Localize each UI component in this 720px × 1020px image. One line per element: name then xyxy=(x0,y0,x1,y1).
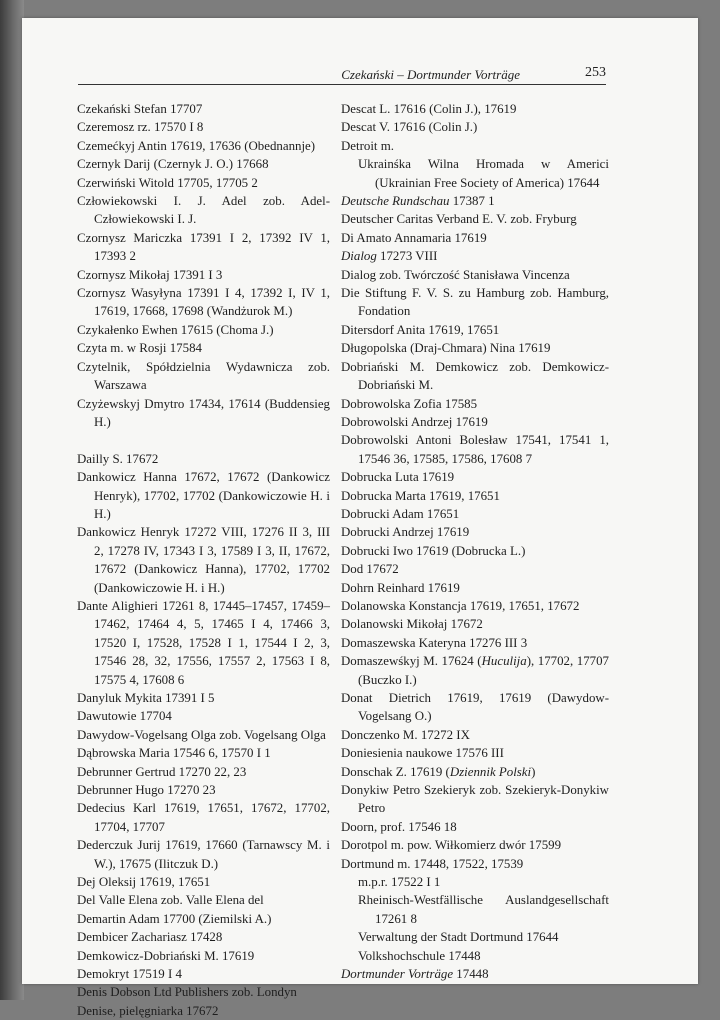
index-entry: Dawutowie 17704 xyxy=(77,709,172,724)
index-entry: Długopolska (Draj-Chmara) Nina 17619 xyxy=(341,341,551,356)
index-entry: Donschak Z. 17619 (Dziennik Polski) xyxy=(341,764,536,779)
index-entry: Czerwiński Witold 17705, 17705 2 xyxy=(77,175,258,190)
index-entry: Dedecius Karl 17619, 17651, 17672, 17702, 17704, 17707 xyxy=(77,801,330,834)
index-entry: Dialog zob. Twórczość Stanisława Vincenza xyxy=(341,267,570,282)
index-entry: Dobrowolski Antoni Bolesław 17541, 17541 1, 17546 36, 17585, 17586, 17608 7 xyxy=(341,433,609,466)
index-entry: Dortmunder Vorträge 17448 xyxy=(341,967,489,982)
index-entry: Volkshochschule 17448 xyxy=(358,948,481,963)
index-entry: Domaszewska Kateryna 17276 III 3 xyxy=(341,635,528,650)
index-entry: Dej Olеksij 17619, 17651 xyxy=(77,875,211,890)
index-entry: Czemećkyj Antin 17619, 17636 (Obednannje) xyxy=(77,138,316,153)
index-entry: Dankowicz Henryk 17272 VIII, 17276 II 3, III 2, 17278 IV, 17343 I 3, 17589 I 3, II, 17672, 17672 (Dankowicz Hanna), 17702, 17702 (Dankowiczowie H. i H.) xyxy=(77,525,330,595)
index-entry: Debrunner Gertrud 17270 22, 23 xyxy=(77,764,247,779)
index-entry: Die Stiftung F. V. S. zu Hamburg zob. Hamburg, Fondation xyxy=(341,286,609,319)
index-entry: Demartin Adam 17700 (Ziemilski A.) xyxy=(77,911,272,926)
index-entry: Dederczuk Jurij 17619, 17660 (Tarnawscy M. i W.), 17675 (Ilitczuk D.) xyxy=(77,838,330,871)
index-entry: Di Amato Annamaria 17619 xyxy=(341,230,487,245)
index-entry: Demokryt 17519 I 4 xyxy=(77,967,182,982)
index-entry: Dawydow-Vogelsang Olga zob. Vogelsang Olga xyxy=(77,727,326,742)
index-entry: Czornysz Mariczka 17391 I 2, 17392 IV 1, 17393 2 xyxy=(77,230,330,264)
index-entry: Czyta m. w Rosji 17584 xyxy=(77,341,202,356)
index-entry: Dobrucki Iwo 17619 (Dobrucka L.) xyxy=(341,543,526,558)
page-number: 253 xyxy=(585,65,606,80)
index-entry: Denis Dobson Ltd Publishers zob. Londyn xyxy=(77,985,297,1000)
index-entry: Dąbrowska Maria 17546 6, 17570 I 1 xyxy=(77,746,271,761)
index-entry: Dante Alighieri 17261 8, 17445–17457, 17459–17462, 17464 4, 5, 17465 I 4, 17466 3, 17520 I, 17528, 17528 I 1, 17544 I 2, 3, 17546 28, 32, 17556, 17557 2, 17563 I 8, 17575 4, 17608 6 xyxy=(77,598,330,687)
index-entry: Descat V. 17616 (Colin J.) xyxy=(341,120,478,135)
index-entry: Doniesienia naukowe 17576 III xyxy=(341,746,504,761)
index-entry: Dailly S. 17672 xyxy=(77,451,159,466)
index-entry: Donat Dietrich 17619, 17619 (Dawydow-Vogelsang O.) xyxy=(341,691,609,724)
index-entry: Dobrucki Adam 17651 xyxy=(341,506,460,521)
running-title: Czekański – Dortmunder Vorträge xyxy=(341,67,520,82)
index-entry: Demkowicz-Dobriański M. 17619 xyxy=(77,948,255,963)
index-entry: Dobriański M. Demkowicz zob. Demkowicz-Dobriański M. xyxy=(341,359,609,393)
index-entry: Doorn, prof. 17546 18 xyxy=(341,819,457,834)
index-entry: Czornysz Mikołaj 17391 I 3 xyxy=(77,267,223,282)
index-entry: Czernyk Darij (Czernyk J. O.) 17668 xyxy=(77,157,269,172)
index-entry: Czyżewskyj Dmytro 17434, 17614 (Buddensieg H.) xyxy=(77,396,330,429)
index-entry: Deutscher Caritas Verband E. V. zob. Fryburg xyxy=(341,212,577,227)
index-entry: Rheinisch-Westfällische Auslandgesellschaft 17261 8 xyxy=(358,893,609,926)
right-index-column xyxy=(341,100,609,984)
index-entry: Donykiw Petro Szekieryk zob. Szekieryk-Donykiw Petro xyxy=(341,783,609,816)
index-entry: Del Valle Elena zob. Valle Elena del xyxy=(77,893,264,908)
index-entry: Dembicer Zachariasz 17428 xyxy=(77,930,223,945)
index-entry: Descat L. 17616 (Colin J.), 17619 xyxy=(341,102,517,116)
index-entry: Dobrowolska Zofia 17585 xyxy=(341,396,478,411)
index-entry: Danyluk Mykita 17391 I 5 xyxy=(77,690,215,705)
index-entry: Dialog 17273 VIII xyxy=(341,249,438,264)
index-entry: Dohrn Reinhard 17619 xyxy=(341,580,460,595)
index-entry: m.p.r. 17522 I 1 xyxy=(358,875,441,890)
index-entry: Detroit m. xyxy=(341,138,394,153)
index-entry: Czeremosz rz. 17570 I 8 xyxy=(77,120,204,135)
index-entry: Czytelnik, Spółdzielnia Wydawnicza zob. Warszawa xyxy=(77,359,330,393)
index-entry: Debrunner Hugo 17270 23 xyxy=(77,783,216,798)
index-entry: Dankowicz Hanna 17672, 17672 (Dankowicz Henryk), 17702, 17702 (Dankowiczowie H. i H.) xyxy=(77,470,330,521)
index-entry: Dolanowski Mikołaj 17672 xyxy=(341,617,483,632)
index-entry: Domaszewśkyj M. 17624 (Huculija), 17702, 17707 (Buczko I.) xyxy=(341,654,609,687)
scan-edge xyxy=(0,0,24,1000)
index-entry: Człowiekowski I. J. Adel zob. Adel-Człowiekowski I. J. xyxy=(77,194,330,227)
index-entry: Verwaltung der Stadt Dortmund 17644 xyxy=(358,930,559,945)
index-entry: Ukrainśka Wilna Hromada w Americi (Ukrainian Free Society of America) 17644 xyxy=(358,157,609,190)
index-entry: Dorotpol m. pow. Wiłkomierz dwór 17599 xyxy=(341,838,562,853)
index-entry: Dobrucka Marta 17619, 17651 xyxy=(341,488,500,503)
index-page xyxy=(22,18,698,1018)
index-entry: Dobrucki Andrzej 17619 xyxy=(341,525,470,540)
index-entry: Czykałenko Ewhen 17615 (Choma J.) xyxy=(77,322,274,337)
running-header xyxy=(78,64,606,85)
index-entry: Dod 17672 xyxy=(341,562,399,577)
index-entry: Dobrucka Luta 17619 xyxy=(341,470,455,485)
index-entry: Donczenko M. 17272 IX xyxy=(341,727,470,742)
index-entry: Deutsche Rundschau 17387 1 xyxy=(341,194,495,209)
index-entry: Denise, pielęgniarka 17672 xyxy=(77,1003,219,1018)
index-entry: Czekański Stefan 17707 xyxy=(77,102,203,116)
index-entry: Dobrowolski Andrzej 17619 xyxy=(341,414,488,429)
index-entry: Czornysz Wasyłyna 17391 I 4, 17392 I, IV 1, 17619, 17668, 17698 (Wandżurok M.) xyxy=(77,286,330,319)
left-index-column xyxy=(77,100,330,1020)
index-entry: Dortmund m. 17448, 17522, 17539 xyxy=(341,856,524,871)
index-entry: Dolanowska Konstancja 17619, 17651, 17672 xyxy=(341,598,580,613)
index-entry: Ditersdorf Anita 17619, 17651 xyxy=(341,322,500,337)
